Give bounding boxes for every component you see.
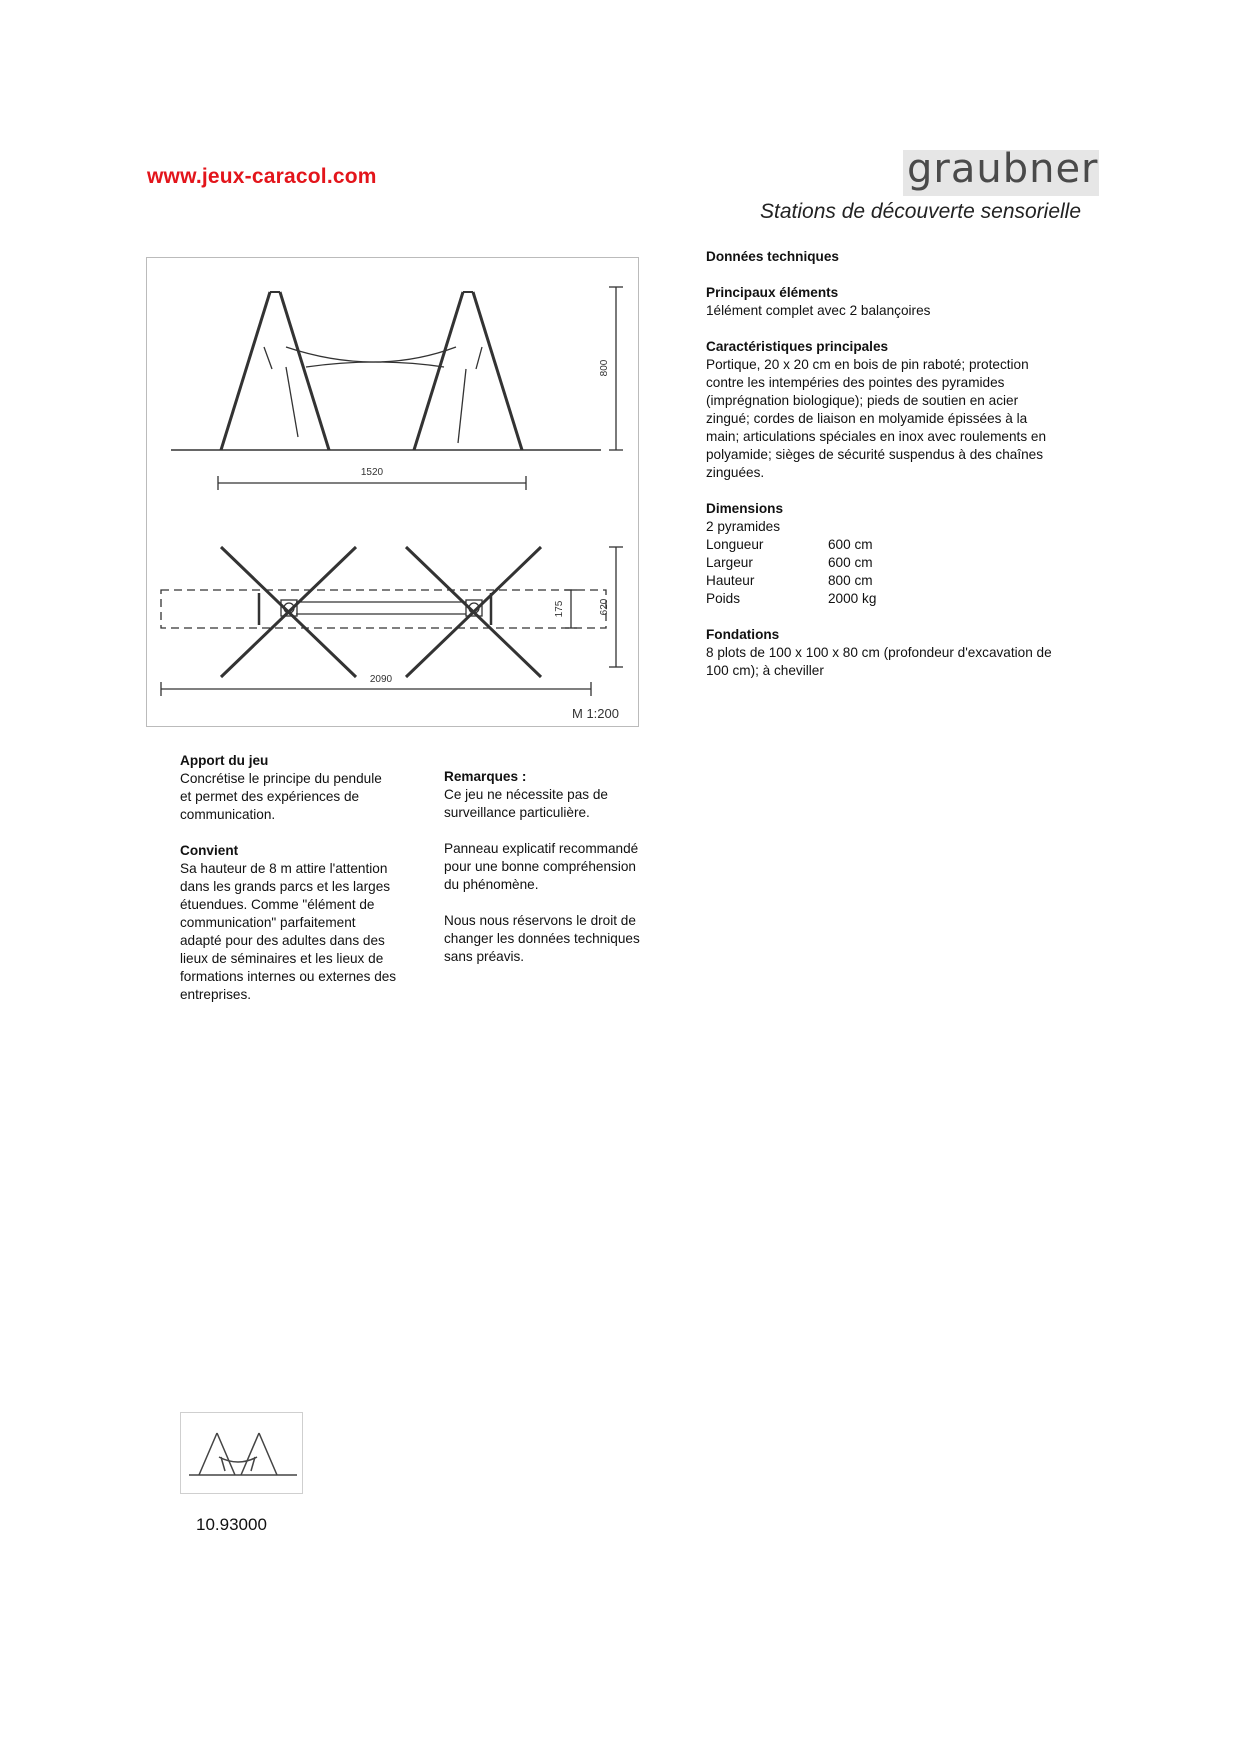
- technical-specs: [706, 248, 1106, 698]
- remarks-column: [444, 768, 679, 966]
- dimension-value: 2000 kg: [828, 591, 877, 606]
- benefits-column: [180, 752, 415, 1004]
- remarques-line: surveillance particulière.: [444, 805, 590, 820]
- characteristics-line: polyamide; sièges de sécurité suspendus à des chaînes: [706, 447, 1044, 462]
- remarques-heading: Remarques :: [444, 769, 527, 784]
- dimensions-intro: 2 pyramides: [706, 519, 781, 534]
- width-dimension-label: 1520: [360, 467, 384, 478]
- dimension-label: Hauteur: [706, 573, 755, 588]
- apport-line: communication.: [180, 807, 276, 822]
- dimension-label: Poids: [706, 591, 741, 606]
- foundations-line: 8 plots de 100 x 100 x 80 cm (profondeur d'excavation de: [706, 645, 1052, 660]
- apport-heading: Apport du jeu: [180, 753, 269, 768]
- height-dimension-label: 800: [599, 359, 610, 377]
- characteristics-line: main; articulations spéciales en inox avec roulements en: [706, 429, 1047, 444]
- plan-inner-dimension-label: 175: [554, 600, 565, 618]
- characteristics-line: Portique, 20 x 20 cm en bois de pin raboté; protection: [706, 357, 1029, 372]
- dimension-value: 800 cm: [828, 573, 873, 588]
- characteristics-line: zingué; cordes de liaison en molyamide épissées à la: [706, 411, 1028, 426]
- dimension-value: 600 cm: [828, 555, 873, 570]
- specs-title: Données techniques: [706, 249, 839, 264]
- reserve-line: changer les données techniques: [444, 931, 640, 946]
- characteristics-line: (imprégnation biologique); pieds de soutien en acier: [706, 393, 1019, 408]
- panneau-line: du phénomène.: [444, 877, 539, 892]
- product-reference: 10.93000: [196, 1515, 267, 1534]
- characteristics-heading: Caractéristiques principales: [706, 339, 889, 354]
- dimension-row: [706, 554, 1106, 572]
- panneau-line: Panneau explicatif recommandé: [444, 841, 639, 856]
- characteristics-line: contre les intempéries des pointes des pyramides: [706, 375, 1005, 390]
- apport-line: et permet des expériences de: [180, 789, 360, 804]
- convient-heading: Convient: [180, 843, 239, 858]
- scale-label: M 1:200: [572, 706, 619, 721]
- page-subtitle: Stations de découverte sensorielle: [760, 200, 1082, 223]
- technical-drawing: [146, 257, 639, 727]
- plan-width-dimension-label: 620: [599, 598, 610, 616]
- product-thumbnail: [180, 1412, 303, 1494]
- convient-line: formations internes ou externes des: [180, 969, 397, 984]
- foundations-heading: Fondations: [706, 627, 780, 642]
- convient-line: adapté pour des adultes dans des: [180, 933, 385, 948]
- reserve-line: sans préavis.: [444, 949, 525, 964]
- characteristics-line: zinguées.: [706, 465, 765, 480]
- main-elements-text: 1élément complet avec 2 balançoires: [706, 303, 931, 318]
- convient-line: lieux de séminaires et les lieux de: [180, 951, 384, 966]
- dimension-row: [706, 572, 1106, 590]
- dimension-row: [706, 590, 1106, 608]
- graubner-logo: [903, 146, 1099, 196]
- plan-length-dimension-label: 2090: [369, 674, 393, 685]
- brand-name: graubner: [907, 146, 1099, 192]
- convient-line: Sa hauteur de 8 m attire l'attention: [180, 861, 388, 876]
- convient-line: dans les grands parcs et les larges: [180, 879, 391, 894]
- pyramid-swing-icon: [181, 1413, 302, 1493]
- convient-line: étuendues. Comme "élément de: [180, 897, 375, 912]
- apport-line: Concrétise le principe du pendule: [180, 771, 382, 786]
- dimension-row: [706, 536, 1106, 554]
- dimension-label: Largeur: [706, 555, 753, 570]
- dimensions-heading: Dimensions: [706, 501, 784, 516]
- remarques-line: Ce jeu ne nécessite pas de: [444, 787, 608, 802]
- panneau-line: pour une bonne compréhension: [444, 859, 636, 874]
- convient-line: communication" parfaitement: [180, 915, 356, 930]
- dimension-label: Longueur: [706, 537, 764, 552]
- dimension-value: 600 cm: [828, 537, 873, 552]
- main-elements-heading: Principaux éléments: [706, 285, 839, 300]
- convient-line: entreprises.: [180, 987, 252, 1002]
- foundations-line: 100 cm); à cheviller: [706, 663, 824, 678]
- reserve-line: Nous nous réservons le droit de: [444, 913, 636, 928]
- website-url[interactable]: www.jeux-caracol.com: [147, 165, 377, 188]
- elevation-view: [171, 287, 623, 490]
